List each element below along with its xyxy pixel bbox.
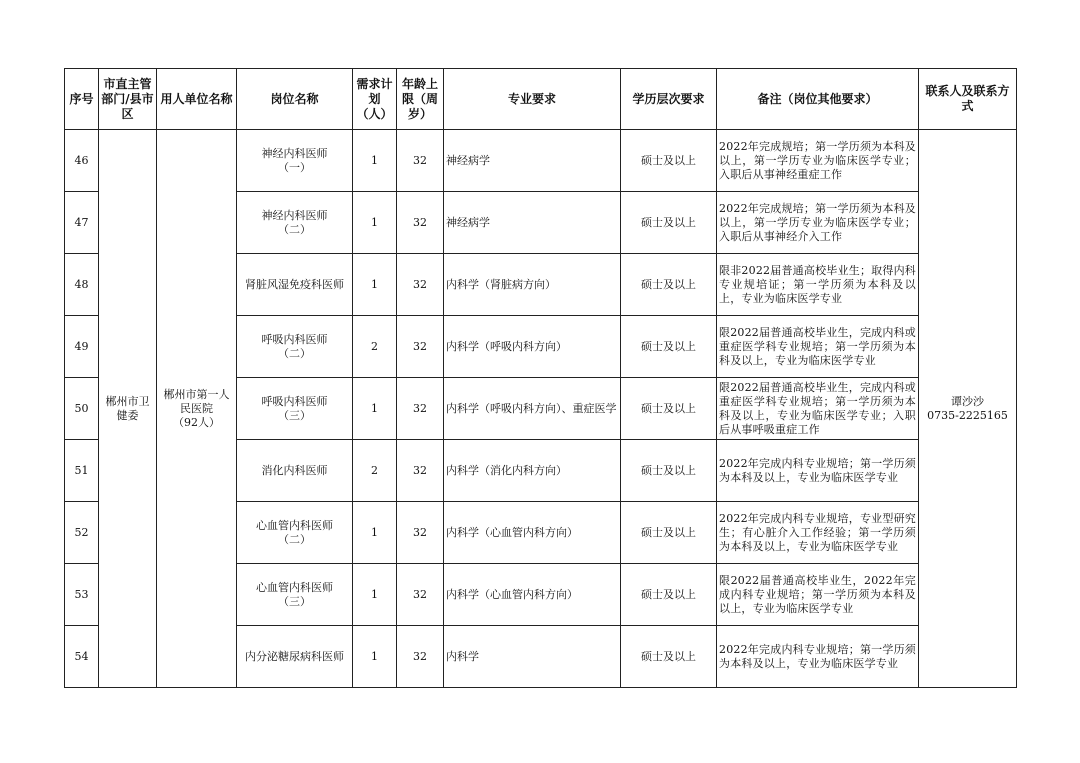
header-age: 年龄上限（周岁） bbox=[397, 69, 444, 130]
seq-cell: 50 bbox=[65, 378, 99, 440]
edu-cell: 硕士及以上 bbox=[621, 316, 717, 378]
edu-cell: 硕士及以上 bbox=[621, 378, 717, 440]
major-cell: 内科学 bbox=[444, 626, 621, 688]
post-sub: （二） bbox=[278, 346, 311, 360]
edu-cell: 硕士及以上 bbox=[621, 130, 717, 192]
post-name: 心血管内科医师 bbox=[256, 518, 333, 532]
age-cell: 32 bbox=[397, 378, 444, 440]
header-unit: 用人单位名称 bbox=[157, 69, 237, 130]
age-cell: 32 bbox=[397, 192, 444, 254]
edu-cell: 硕士及以上 bbox=[621, 564, 717, 626]
post-name: 神经内科医师 bbox=[261, 208, 328, 222]
post-cell bbox=[237, 130, 353, 192]
post-cell bbox=[237, 378, 353, 440]
plan-cell: 1 bbox=[353, 502, 397, 564]
age-cell: 32 bbox=[397, 254, 444, 316]
edu-cell: 硕士及以上 bbox=[621, 254, 717, 316]
edu-cell: 硕士及以上 bbox=[621, 502, 717, 564]
seq-cell: 47 bbox=[65, 192, 99, 254]
post-name: 消化内科医师 bbox=[261, 463, 328, 477]
plan-cell: 1 bbox=[353, 378, 397, 440]
post-name: 肾脏风湿免疫科医师 bbox=[245, 277, 344, 291]
age-cell: 32 bbox=[397, 130, 444, 192]
plan-cell: 1 bbox=[353, 192, 397, 254]
edu-cell: 硕士及以上 bbox=[621, 626, 717, 688]
post-name: 内分泌糖尿病科医师 bbox=[245, 649, 344, 663]
age-cell: 32 bbox=[397, 440, 444, 502]
note-cell: 限2022届普通高校毕业生，完成内科或重症医学科专业规培；第一学历须为本科及以上，专业为临床医学专业；入职后从事呼吸重症工作 bbox=[717, 378, 919, 440]
age-cell: 32 bbox=[397, 502, 444, 564]
table-row bbox=[65, 130, 1017, 192]
major-cell: 内科学（呼吸内科方向）、重症医学 bbox=[444, 378, 621, 440]
note-cell: 限2022届普通高校毕业生，完成内科或重症医学科专业规培；第一学历须为本科及以上，专业为临床医学专业 bbox=[717, 316, 919, 378]
post-cell bbox=[237, 502, 353, 564]
major-cell: 内科学（呼吸内科方向） bbox=[444, 316, 621, 378]
post-cell bbox=[237, 254, 353, 316]
header-dept: 市直主管部门/县市区 bbox=[99, 69, 157, 130]
seq-cell: 46 bbox=[65, 130, 99, 192]
post-sub: （一） bbox=[278, 160, 311, 174]
header-post: 岗位名称 bbox=[237, 69, 353, 130]
unit-name: 郴州市第一人民医院 bbox=[163, 387, 230, 415]
note-cell: 限非2022届普通高校毕业生；取得内科专业规培证；第一学历须为本科及以上，专业为临床医学专业 bbox=[717, 254, 919, 316]
post-name: 神经内科医师 bbox=[261, 146, 328, 160]
unit-cell bbox=[157, 130, 237, 688]
post-name: 呼吸内科医师 bbox=[261, 332, 328, 346]
note-cell: 限2022届普通高校毕业生，2022年完成内科专业规培；第一学历须为本科及以上，专业为临床医学专业 bbox=[717, 564, 919, 626]
post-cell bbox=[237, 192, 353, 254]
post-cell bbox=[237, 564, 353, 626]
note-cell: 2022年完成规培；第一学历须为本科及以上，第一学历专业为临床医学专业；入职后从事神经重症工作 bbox=[717, 130, 919, 192]
note-cell: 2022年完成内科专业规培；第一学历须为本科及以上，专业为临床医学专业 bbox=[717, 440, 919, 502]
age-cell: 32 bbox=[397, 316, 444, 378]
dept-cell: 郴州市卫健委 bbox=[99, 130, 157, 688]
plan-cell: 1 bbox=[353, 626, 397, 688]
major-cell: 神经病学 bbox=[444, 192, 621, 254]
seq-cell: 49 bbox=[65, 316, 99, 378]
post-name: 呼吸内科医师 bbox=[261, 394, 328, 408]
header-row bbox=[65, 69, 1017, 130]
post-name: 心血管内科医师 bbox=[256, 580, 333, 594]
plan-cell: 1 bbox=[353, 254, 397, 316]
major-cell: 内科学（心血管内科方向） bbox=[444, 564, 621, 626]
seq-cell: 54 bbox=[65, 626, 99, 688]
table-body bbox=[65, 130, 1017, 688]
post-sub: （三） bbox=[278, 594, 311, 608]
recruitment-table bbox=[64, 68, 1017, 688]
contact-name: 谭沙沙 bbox=[951, 394, 984, 408]
header-plan: 需求计划（人） bbox=[353, 69, 397, 130]
major-cell: 神经病学 bbox=[444, 130, 621, 192]
seq-cell: 53 bbox=[65, 564, 99, 626]
note-cell: 2022年完成内科专业规培，专业型研究生；有心脏介入工作经验；第一学历须为本科及以上，专业为临床医学专业 bbox=[717, 502, 919, 564]
post-cell bbox=[237, 316, 353, 378]
age-cell: 32 bbox=[397, 626, 444, 688]
plan-cell: 2 bbox=[353, 316, 397, 378]
edu-cell: 硕士及以上 bbox=[621, 440, 717, 502]
edu-cell: 硕士及以上 bbox=[621, 192, 717, 254]
major-cell: 内科学（肾脏病方向） bbox=[444, 254, 621, 316]
contact-phone: 0735-2225165 bbox=[927, 408, 1008, 422]
post-cell bbox=[237, 440, 353, 502]
major-cell: 内科学（消化内科方向） bbox=[444, 440, 621, 502]
age-cell: 32 bbox=[397, 564, 444, 626]
note-cell: 2022年完成内科专业规培；第一学历须为本科及以上，专业为临床医学专业 bbox=[717, 626, 919, 688]
post-sub: （二） bbox=[278, 532, 311, 546]
header-major: 专业要求 bbox=[444, 69, 621, 130]
seq-cell: 52 bbox=[65, 502, 99, 564]
header-edu: 学历层次要求 bbox=[621, 69, 717, 130]
header-note: 备注（岗位其他要求） bbox=[717, 69, 919, 130]
note-cell: 2022年完成规培；第一学历须为本科及以上，第一学历专业为临床医学专业；入职后从事神经介入工作 bbox=[717, 192, 919, 254]
seq-cell: 51 bbox=[65, 440, 99, 502]
contact-cell bbox=[919, 130, 1017, 688]
unit-count: （92人） bbox=[173, 415, 220, 429]
plan-cell: 2 bbox=[353, 440, 397, 502]
post-sub: （三） bbox=[278, 408, 311, 422]
plan-cell: 1 bbox=[353, 130, 397, 192]
header-seq: 序号 bbox=[65, 69, 99, 130]
post-cell bbox=[237, 626, 353, 688]
seq-cell: 48 bbox=[65, 254, 99, 316]
post-sub: （二） bbox=[278, 222, 311, 236]
plan-cell: 1 bbox=[353, 564, 397, 626]
header-contact: 联系人及联系方式 bbox=[919, 69, 1017, 130]
major-cell: 内科学（心血管内科方向） bbox=[444, 502, 621, 564]
